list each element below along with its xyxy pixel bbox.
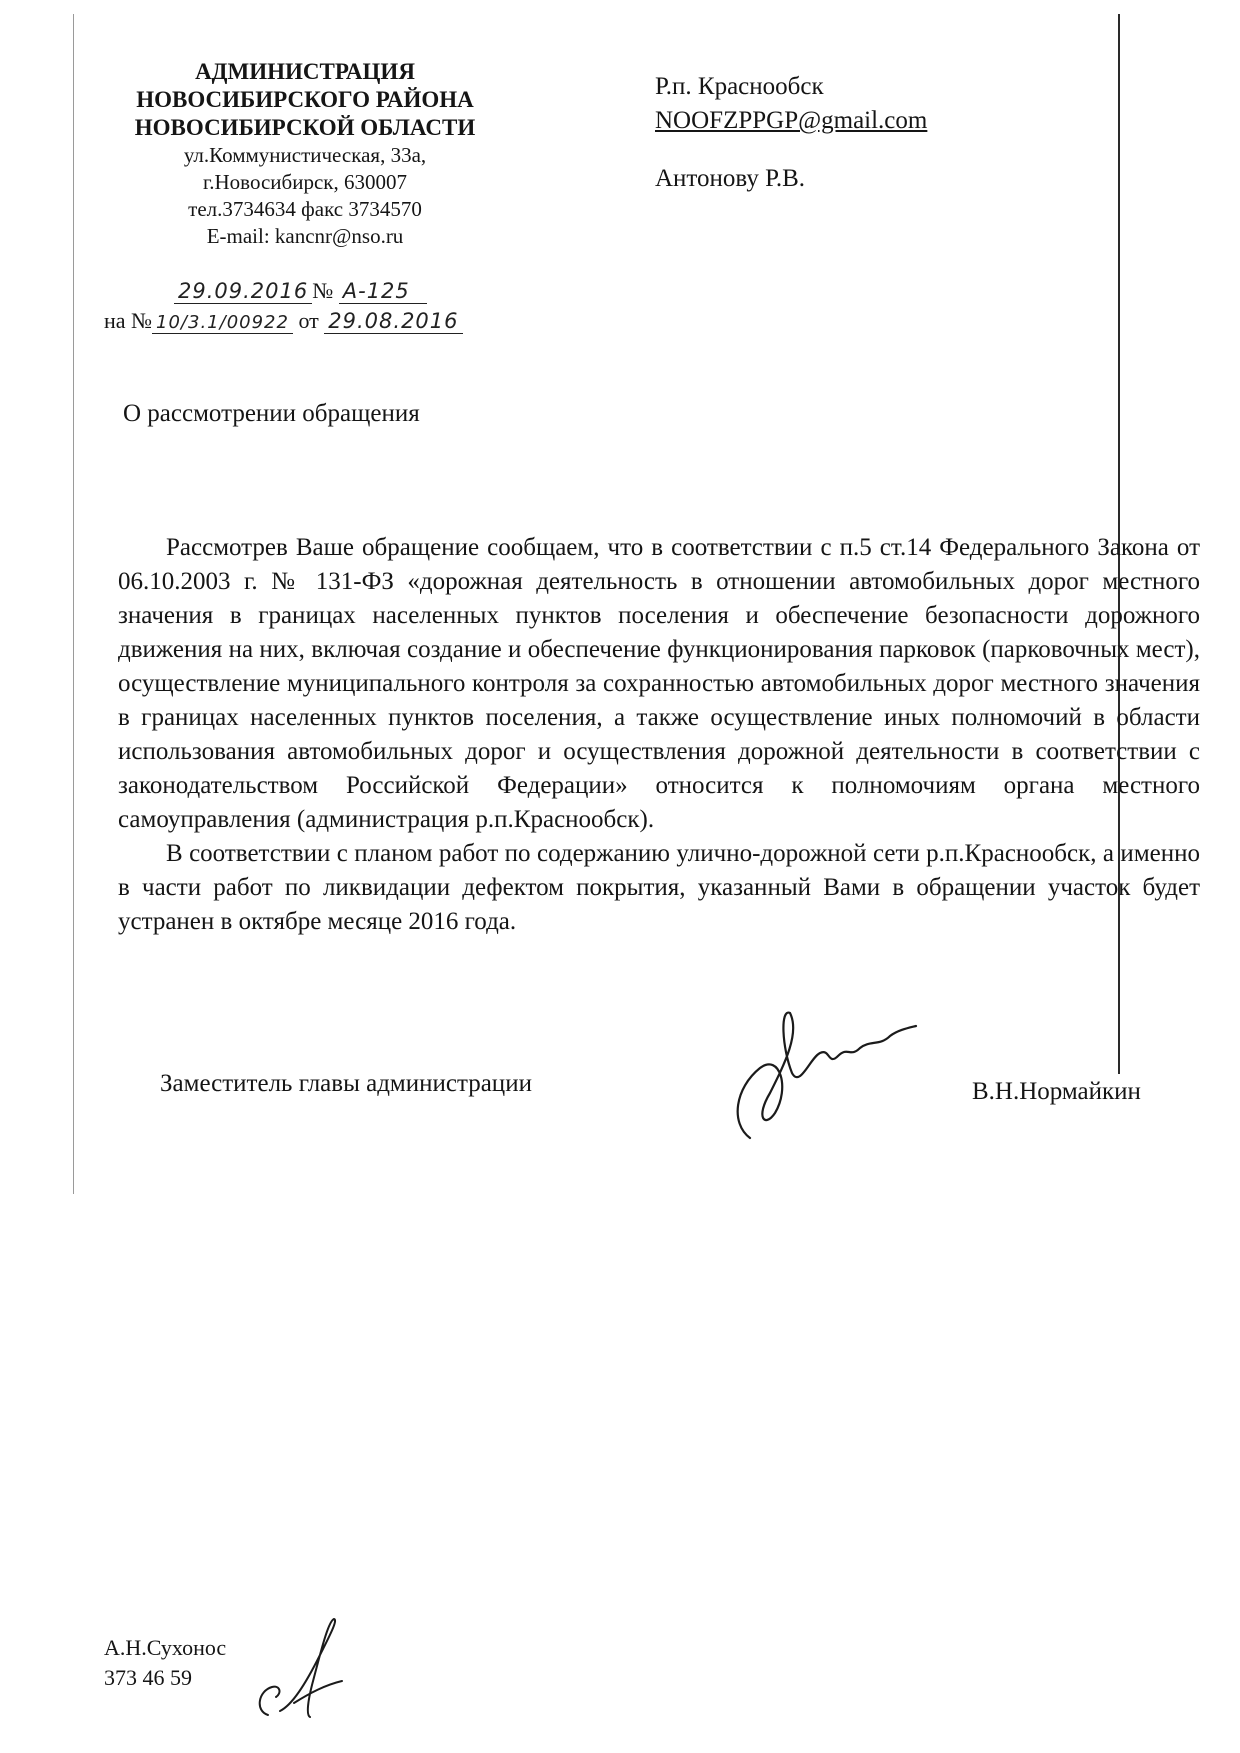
scan-border-left bbox=[73, 14, 74, 1194]
executor-name: А.Н.Сухонос bbox=[104, 1635, 227, 1660]
reply-from-label: от bbox=[298, 308, 319, 333]
letter-subject: О рассмотрении обращения bbox=[123, 400, 420, 427]
executor-block bbox=[104, 1633, 226, 1693]
outgoing-number: А-125 bbox=[339, 279, 427, 304]
reply-date: 29.08.2016 bbox=[324, 309, 462, 334]
sender-phone-fax: тел.3734634 факс 3734570 bbox=[188, 197, 422, 221]
org-name-line2: НОВОСИБИРСКОГО РАЙОНА bbox=[136, 87, 474, 112]
executor-phone: 373 46 59 bbox=[104, 1665, 192, 1690]
signatory-title: Заместитель главы администрации bbox=[160, 1070, 532, 1097]
recipient-email: NOOFZPPGP@gmail.com bbox=[655, 107, 928, 134]
number-sign: № bbox=[312, 278, 334, 303]
body-paragraph-2: В соответствии с планом работ по содержанию улично-дорожной сети р.п.Краснообск, а именно в части работ по ликвидации дефектом покрытия, указанный Вами в обращении участок будет устранен в октябре месяце 2016 года. bbox=[118, 840, 1200, 935]
outgoing-registration bbox=[174, 278, 427, 304]
recipient-place: Р.п. Краснообск bbox=[655, 73, 824, 100]
org-name-line3: НОВОСИБИРСКОЙ ОБЛАСТИ bbox=[134, 115, 476, 140]
sender-email: E-mail: kancnr@nso.ru bbox=[206, 224, 404, 248]
body-paragraph-1: Рассмотрев Ваше обращение сообщаем, что в соответствии с п.5 ст.14 Федерального Закона от 06.10.2003 г. № 131-ФЗ «дорожная деятельность в отношении автомобильных дорог местного значения в границах населенных пунктов поселения и обеспечение безопасности дорожного движения на них, включая создание и обеспечение функционирования парковок (парковочных мест), осуществление муниципального контроля за сохранностью автомобильных дорог местного значения в границах населенных пунктов поселения, а также осуществление иных полномочий в области использования автомобильных дорог и осуществления дорожной деятельности в соответствии с законодательством Российской Федерации» относится к полномочиям органа местного самоуправления (администрация р.п.Краснообск). bbox=[118, 534, 1200, 833]
signatory-name: В.Н.Нормайкин bbox=[972, 1078, 1141, 1105]
sender-block bbox=[110, 58, 500, 250]
signature-block bbox=[0, 1070, 1240, 1220]
executor-initials-mark bbox=[250, 1615, 360, 1725]
sender-address-city: г.Новосибирск, 630007 bbox=[203, 170, 407, 194]
recipient-block bbox=[655, 70, 927, 196]
reply-number: 10/3.1/00922 bbox=[152, 312, 293, 334]
recipient-name: Антонову Р.В. bbox=[655, 165, 806, 192]
reply-prefix: на № bbox=[104, 308, 153, 333]
sender-address-street: ул.Коммунистическая, 33а, bbox=[183, 143, 427, 167]
org-name-line1: АДМИНИСТРАЦИЯ bbox=[195, 59, 415, 84]
handwritten-signature bbox=[720, 1008, 920, 1148]
letter-body bbox=[118, 531, 1200, 939]
reply-reference bbox=[104, 308, 463, 334]
outgoing-date: 29.09.2016 bbox=[174, 279, 312, 304]
